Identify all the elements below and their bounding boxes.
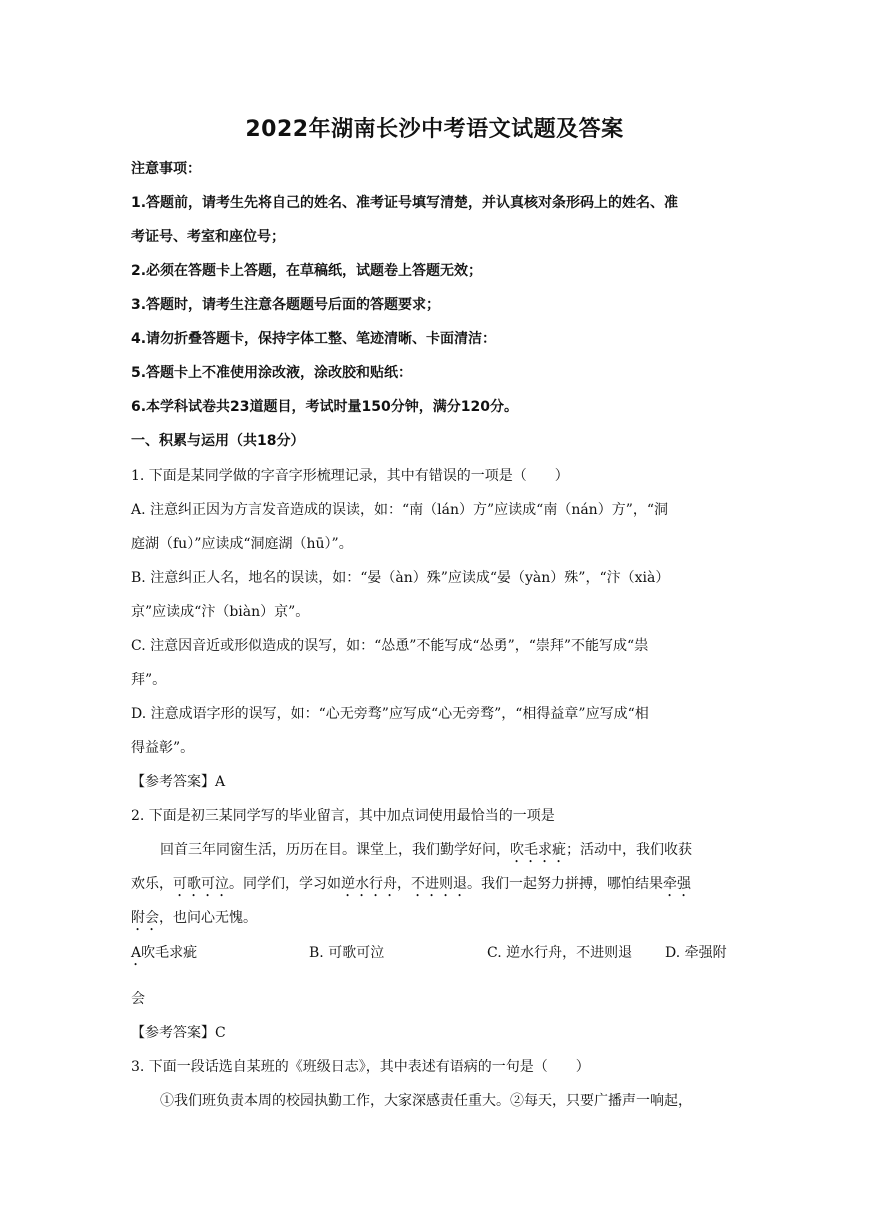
notice-item: 5.答题卡上不准使用涂改液，涂改胶和贴纸：	[131, 365, 413, 381]
question-1-option-b: B. 注意纠正人名，地名的误读，如：“晏（àn）殊”应读成“晏（yàn）殊”，“汴（xià）	[131, 570, 670, 586]
question-1-stem: 1. 下面是某同学做的字音字形梳理记录，其中有错误的一项是（ ）	[131, 468, 569, 484]
question-2-option-d-cont: 会	[131, 991, 145, 1007]
dotted-term: 牵强	[663, 876, 691, 892]
notice-item: 考证号、考室和座位号；	[131, 229, 285, 245]
question-2-option-d: D. 牵强附	[665, 945, 727, 961]
question-1-option-d: D. 注意成语字形的误写，如：“心无旁骛”应写成“心无旁骛”，“相得益章”应写成“相	[131, 706, 649, 722]
passage-text: 。同学们，学习如	[229, 876, 341, 892]
dotted-term: 可歌可泣	[173, 876, 229, 892]
question-1-answer: 【参考答案】A	[131, 774, 226, 790]
dotted-term: 逆水行舟，不进则退	[341, 876, 467, 892]
question-1-option-a: A. 注意纠正因为方言发音造成的误读，如：“南（lán）方”应读成“南（nán）方”，“洞	[131, 502, 669, 518]
notice-item: 3.答题时，请考生注意各题题号后面的答题要求；	[131, 297, 441, 313]
option-label: A	[131, 945, 142, 961]
notice-heading: 注意事项：	[131, 161, 201, 177]
question-1-option-b-cont: 京”应读成“汴（biàn）京”。	[131, 604, 310, 620]
question-2-options	[131, 943, 738, 965]
notice-item: 2.必须在答题卡上答题，在草稿纸，试题卷上答题无效；	[131, 263, 483, 279]
dotted-term: 附会	[131, 910, 159, 926]
dotted-term: 吹毛求疵	[510, 842, 566, 858]
question-3-passage-line: ①我们班负责本周的校园执勤工作，大家深感责任重大。②每天，只要广播声一响起，	[160, 1093, 692, 1109]
question-2-option-a	[131, 943, 197, 969]
passage-text: 欢乐，	[131, 876, 173, 892]
question-2-answer: 【参考答案】C	[131, 1025, 226, 1041]
question-2-passage-line	[160, 840, 738, 866]
question-2-passage-line	[131, 908, 738, 934]
page-title: 2022年湖南长沙中考语文试题及答案	[245, 117, 624, 142]
question-2-option-b: B. 可歌可泣	[309, 945, 385, 961]
option-text: 吹毛求疵	[141, 945, 198, 961]
question-1-option-a-cont: 庭湖（fu）”应读成“洞庭湖（hū）”。	[131, 536, 353, 552]
notice-item: 1.答题前，请考生先将自己的姓名、准考证号填写清楚，并认真核对条形码上的姓名、准	[131, 195, 679, 211]
question-2-stem: 2. 下面是初三某同学写的毕业留言，其中加点词使用最恰当的一项是	[131, 808, 555, 824]
passage-text: ，也问心无愧。	[159, 910, 257, 926]
notice-item: 4.请勿折叠答题卡，保持字体工整、笔迹清晰、卡面清洁：	[131, 331, 497, 347]
section-heading: 一、积累与运用（共18分）	[131, 433, 305, 449]
question-3-stem: 3. 下面一段话选自某班的《班级日志》，其中表述有语病的一句是（ ）	[131, 1059, 590, 1075]
question-1-option-c: C. 注意因音近或形似造成的误写，如：“怂恿”不能写成“怂勇”，“崇拜”不能写成“祟	[131, 638, 649, 654]
notice-item: 6.本学科试卷共23道题目，考试时量150分钟，满分120分。	[131, 399, 518, 415]
passage-text: 回首三年同窗生活，历历在目。课堂上，我们勤学好问，	[160, 842, 510, 858]
passage-text: ；活动中，我们收获	[566, 842, 692, 858]
question-1-option-c-cont: 拜”。	[131, 672, 167, 688]
question-1-option-d-cont: 得益彰”。	[131, 740, 195, 756]
question-2-passage-line	[131, 874, 738, 900]
question-2-option-c: C. 逆水行舟，不进则退	[487, 945, 633, 961]
passage-text: 。我们一起努力拼搏，哪怕结果	[467, 876, 663, 892]
